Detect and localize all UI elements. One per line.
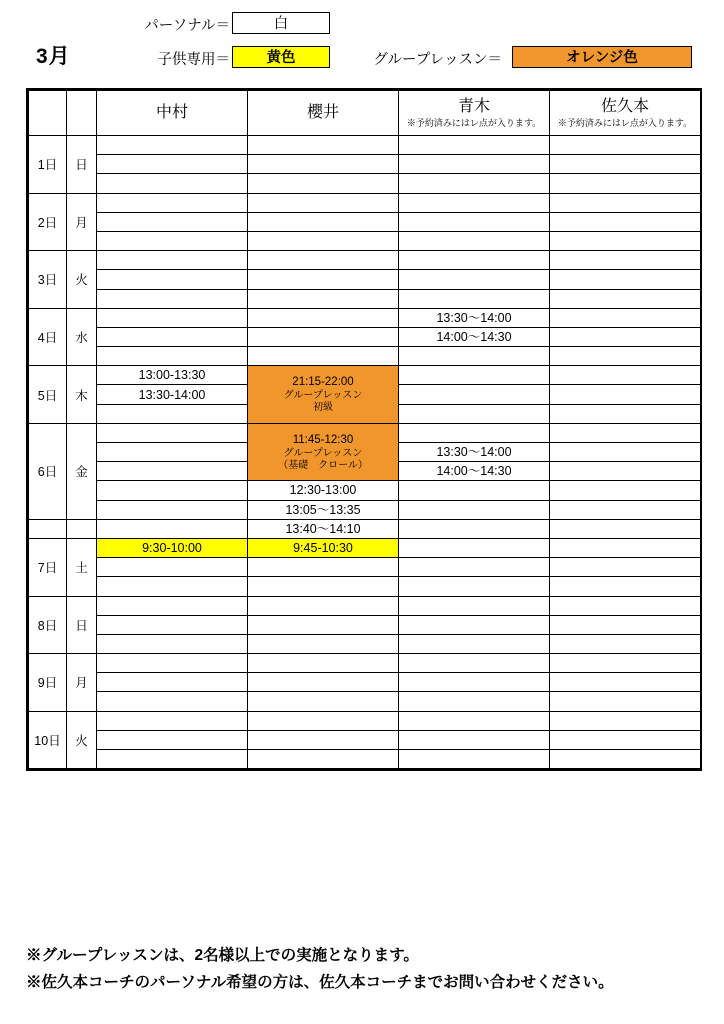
slot-cell[interactable]: 13:05〜13:35 [248, 500, 399, 519]
slot-cell[interactable] [248, 212, 399, 231]
coach-name: 青木 [457, 98, 490, 115]
slot-cell[interactable] [97, 327, 248, 346]
slot-cell[interactable] [550, 251, 701, 270]
footnote-sakumoto: ※佐久本コーチのパーソナル希望の方は、佐久本コーチまでお問い合わせください。 [26, 974, 614, 991]
group-lesson-time: 21:15-22:00 [292, 376, 354, 389]
slot-cell[interactable] [399, 385, 550, 404]
slot-cell[interactable] [550, 730, 701, 749]
slot-cell[interactable] [550, 212, 701, 231]
slot-cell[interactable]: 14:00〜14:30 [399, 327, 550, 346]
day-label: 7日 [29, 538, 67, 596]
slot-cell[interactable] [550, 289, 701, 308]
table-row [29, 711, 701, 730]
slot-cell[interactable] [97, 443, 248, 462]
legend-group-value: オレンジ色 [512, 46, 692, 68]
slot-cell[interactable] [248, 634, 399, 653]
slot-cell[interactable] [550, 423, 701, 442]
slot-cell[interactable] [248, 558, 399, 577]
slot-cell[interactable] [550, 634, 701, 653]
group-lesson-cell[interactable] [248, 423, 399, 481]
slot-cell[interactable] [97, 481, 248, 500]
day-label: 10日 [29, 711, 67, 769]
slot-cell[interactable] [248, 596, 399, 615]
slot-cell[interactable] [248, 692, 399, 711]
slot-cell[interactable] [550, 155, 701, 174]
table-row [29, 500, 701, 519]
slot-cell[interactable] [97, 634, 248, 653]
slot-cell[interactable] [97, 347, 248, 366]
slot-cell[interactable] [399, 481, 550, 500]
table-row-extra [29, 519, 701, 538]
slot-cell[interactable] [550, 654, 701, 673]
slot-cell[interactable] [248, 270, 399, 289]
slot-cell[interactable] [248, 174, 399, 193]
slot-cell[interactable]: 13:00-13:30 [97, 366, 248, 385]
slot-cell[interactable] [248, 730, 399, 749]
table-row [29, 155, 701, 174]
slot-cell[interactable] [399, 596, 550, 615]
legend-personal-value: 白 [232, 12, 330, 34]
slot-cell[interactable] [399, 634, 550, 653]
slot-cell[interactable] [399, 136, 550, 155]
slot-cell[interactable] [97, 212, 248, 231]
slot-cell[interactable] [550, 711, 701, 730]
dow-label: 日 [67, 136, 97, 194]
slot-cell[interactable] [97, 500, 248, 519]
table-row [29, 538, 701, 557]
slot-cell[interactable] [97, 654, 248, 673]
slot-cell[interactable] [550, 347, 701, 366]
slot-cell[interactable] [97, 270, 248, 289]
slot-cell[interactable] [399, 577, 550, 596]
slot-cell[interactable] [97, 692, 248, 711]
slot-cell[interactable] [399, 212, 550, 231]
table-row [29, 136, 701, 155]
slot-cell[interactable] [550, 231, 701, 250]
slot-cell[interactable]: 9:30-10:00 [97, 538, 248, 557]
slot-cell[interactable] [248, 308, 399, 327]
table-row [29, 289, 701, 308]
slot-cell[interactable] [550, 481, 701, 500]
slot-cell[interactable] [248, 289, 399, 308]
day-label: 1日 [29, 136, 67, 194]
slot-cell[interactable] [550, 443, 701, 462]
slot-cell[interactable] [550, 366, 701, 385]
slot-cell[interactable] [97, 423, 248, 442]
dow-label: 水 [67, 308, 97, 366]
dow-label: 火 [67, 251, 97, 309]
slot-cell[interactable]: 13:40〜14:10 [248, 519, 399, 538]
slot-cell[interactable]: 13:30〜14:00 [399, 308, 550, 327]
schedule-table [28, 90, 701, 769]
slot-cell[interactable] [399, 673, 550, 692]
dow-label: 火 [67, 711, 97, 769]
coach-name: 佐久本 [600, 98, 649, 115]
slot-cell[interactable] [97, 251, 248, 270]
header-dow-cell [67, 91, 97, 136]
table-row [29, 615, 701, 634]
table-row [29, 673, 701, 692]
table-row [29, 750, 701, 769]
slot-cell[interactable] [399, 155, 550, 174]
slot-cell[interactable] [97, 462, 248, 481]
slot-cell[interactable] [399, 730, 550, 749]
slot-cell[interactable] [248, 711, 399, 730]
slot-cell[interactable] [399, 270, 550, 289]
header-coach-sakurai [248, 91, 399, 136]
slot-cell[interactable] [550, 385, 701, 404]
slot-cell[interactable] [550, 308, 701, 327]
slot-cell[interactable]: 9:45-10:30 [248, 538, 399, 557]
table-header-row [29, 91, 701, 136]
group-lesson-level: 初級 [313, 402, 333, 414]
table-row [29, 558, 701, 577]
table-row [29, 577, 701, 596]
slot-cell[interactable] [550, 270, 701, 289]
slot-cell[interactable] [550, 404, 701, 423]
table-row [29, 654, 701, 673]
slot-cell[interactable] [550, 538, 701, 557]
slot-cell[interactable] [97, 404, 248, 423]
slot-cell[interactable] [248, 615, 399, 634]
header-coach-aoki [399, 91, 550, 136]
slot-cell[interactable] [550, 673, 701, 692]
slot-cell[interactable] [97, 155, 248, 174]
slot-cell[interactable] [399, 347, 550, 366]
slot-cell[interactable] [97, 673, 248, 692]
spacer-dow-cell [67, 519, 97, 538]
slot-cell[interactable] [550, 500, 701, 519]
slot-cell[interactable] [550, 577, 701, 596]
slot-cell[interactable] [399, 289, 550, 308]
slot-cell[interactable]: 13:30〜14:00 [399, 443, 550, 462]
slot-cell[interactable] [97, 136, 248, 155]
table-row [29, 347, 701, 366]
footnote-group-lesson: ※グループレッスンは、2名様以上での実施となります。 [26, 947, 419, 964]
slot-cell[interactable] [399, 654, 550, 673]
slot-cell[interactable] [550, 558, 701, 577]
legend [0, 0, 724, 78]
slot-cell[interactable] [248, 347, 399, 366]
slot-cell[interactable] [550, 596, 701, 615]
slot-cell[interactable] [399, 711, 550, 730]
table-row [29, 270, 701, 289]
slot-cell[interactable] [399, 231, 550, 250]
slot-cell[interactable] [399, 423, 550, 442]
day-label: 6日 [29, 423, 67, 519]
spacer-day-cell [29, 519, 67, 538]
slot-cell[interactable]: 13:30-14:00 [97, 385, 248, 404]
slot-cell[interactable] [399, 538, 550, 557]
slot-cell[interactable] [248, 327, 399, 346]
slot-cell[interactable] [97, 558, 248, 577]
coach-note: ※予約済みにはレ点が入ります。 [406, 118, 542, 128]
slot-cell[interactable] [97, 519, 248, 538]
slot-cell[interactable] [399, 615, 550, 634]
slot-cell[interactable] [399, 500, 550, 519]
header-coach-nakamura [97, 91, 248, 136]
legend-kids-value: 黄色 [232, 46, 330, 68]
table-row [29, 481, 701, 500]
table-row [29, 692, 701, 711]
table-row [29, 251, 701, 270]
dow-label: 土 [67, 538, 97, 596]
month-label: 3月 [36, 45, 71, 68]
slot-cell[interactable] [550, 193, 701, 212]
slot-cell[interactable] [248, 231, 399, 250]
slot-cell[interactable] [399, 404, 550, 423]
slot-cell[interactable] [550, 136, 701, 155]
coach-name: 中村 [155, 104, 188, 121]
slot-cell[interactable] [550, 462, 701, 481]
day-label: 5日 [29, 366, 67, 424]
table-row [29, 423, 701, 442]
dow-label: 木 [67, 366, 97, 424]
slot-cell[interactable] [97, 289, 248, 308]
slot-cell[interactable] [550, 692, 701, 711]
legend-group-label: グループレッスン＝ [373, 52, 502, 68]
dow-label: 月 [67, 654, 97, 712]
footnotes [26, 942, 716, 996]
slot-cell[interactable] [97, 615, 248, 634]
slot-cell[interactable] [97, 231, 248, 250]
table-row [29, 596, 701, 615]
slot-cell[interactable] [248, 654, 399, 673]
slot-cell[interactable] [550, 615, 701, 634]
slot-cell[interactable] [248, 577, 399, 596]
header-day-cell [29, 91, 67, 136]
group-lesson-title: グループレッスン [283, 447, 363, 459]
slot-cell[interactable] [248, 155, 399, 174]
group-lesson-cell[interactable] [248, 366, 399, 424]
group-lesson-level: （基礎 クロール） [278, 459, 368, 471]
slot-cell[interactable] [399, 692, 550, 711]
day-label: 3日 [29, 251, 67, 309]
slot-cell[interactable] [248, 251, 399, 270]
slot-cell[interactable] [550, 327, 701, 346]
coach-name: 櫻井 [306, 104, 339, 121]
day-label: 9日 [29, 654, 67, 712]
table-row [29, 212, 701, 231]
table-row [29, 174, 701, 193]
table-row [29, 308, 701, 327]
dow-label: 月 [67, 193, 97, 251]
slot-cell[interactable] [399, 750, 550, 769]
slot-cell[interactable] [248, 136, 399, 155]
day-label: 8日 [29, 596, 67, 654]
slot-cell[interactable] [97, 596, 248, 615]
slot-cell[interactable] [399, 519, 550, 538]
slot-cell[interactable] [97, 730, 248, 749]
day-label: 2日 [29, 193, 67, 251]
table-row [29, 366, 701, 385]
legend-kids-label: 子供専用＝ [157, 52, 230, 68]
slot-cell[interactable] [399, 174, 550, 193]
slot-cell[interactable] [97, 711, 248, 730]
group-lesson-time: 11:45-12:30 [292, 433, 354, 446]
slot-cell[interactable]: 12:30-13:00 [248, 481, 399, 500]
group-lesson-title: グループレッスン [283, 390, 363, 402]
slot-cell[interactable] [248, 193, 399, 212]
dow-label: 日 [67, 596, 97, 654]
slot-cell[interactable] [550, 519, 701, 538]
slot-cell[interactable] [550, 750, 701, 769]
slot-cell[interactable] [97, 577, 248, 596]
table-row [29, 327, 701, 346]
slot-cell[interactable] [97, 750, 248, 769]
coach-note: ※予約済みにはレ点が入ります。 [557, 118, 693, 128]
schedule-table-wrapper [26, 88, 702, 771]
legend-personal-label: パーソナル＝ [144, 18, 230, 34]
slot-cell[interactable] [97, 174, 248, 193]
table-row [29, 193, 701, 212]
table-row [29, 634, 701, 653]
slot-cell[interactable] [399, 558, 550, 577]
slot-cell[interactable] [399, 193, 550, 212]
header-coach-sakumoto [550, 91, 701, 136]
slot-cell[interactable] [97, 193, 248, 212]
table-row [29, 730, 701, 749]
table-row [29, 231, 701, 250]
dow-label: 金 [67, 423, 97, 519]
slot-cell[interactable] [550, 174, 701, 193]
slot-cell[interactable] [248, 673, 399, 692]
slot-cell[interactable] [248, 750, 399, 769]
slot-cell[interactable] [97, 308, 248, 327]
slot-cell[interactable] [399, 251, 550, 270]
slot-cell[interactable]: 14:00〜14:30 [399, 462, 550, 481]
day-label: 4日 [29, 308, 67, 366]
slot-cell[interactable] [399, 366, 550, 385]
